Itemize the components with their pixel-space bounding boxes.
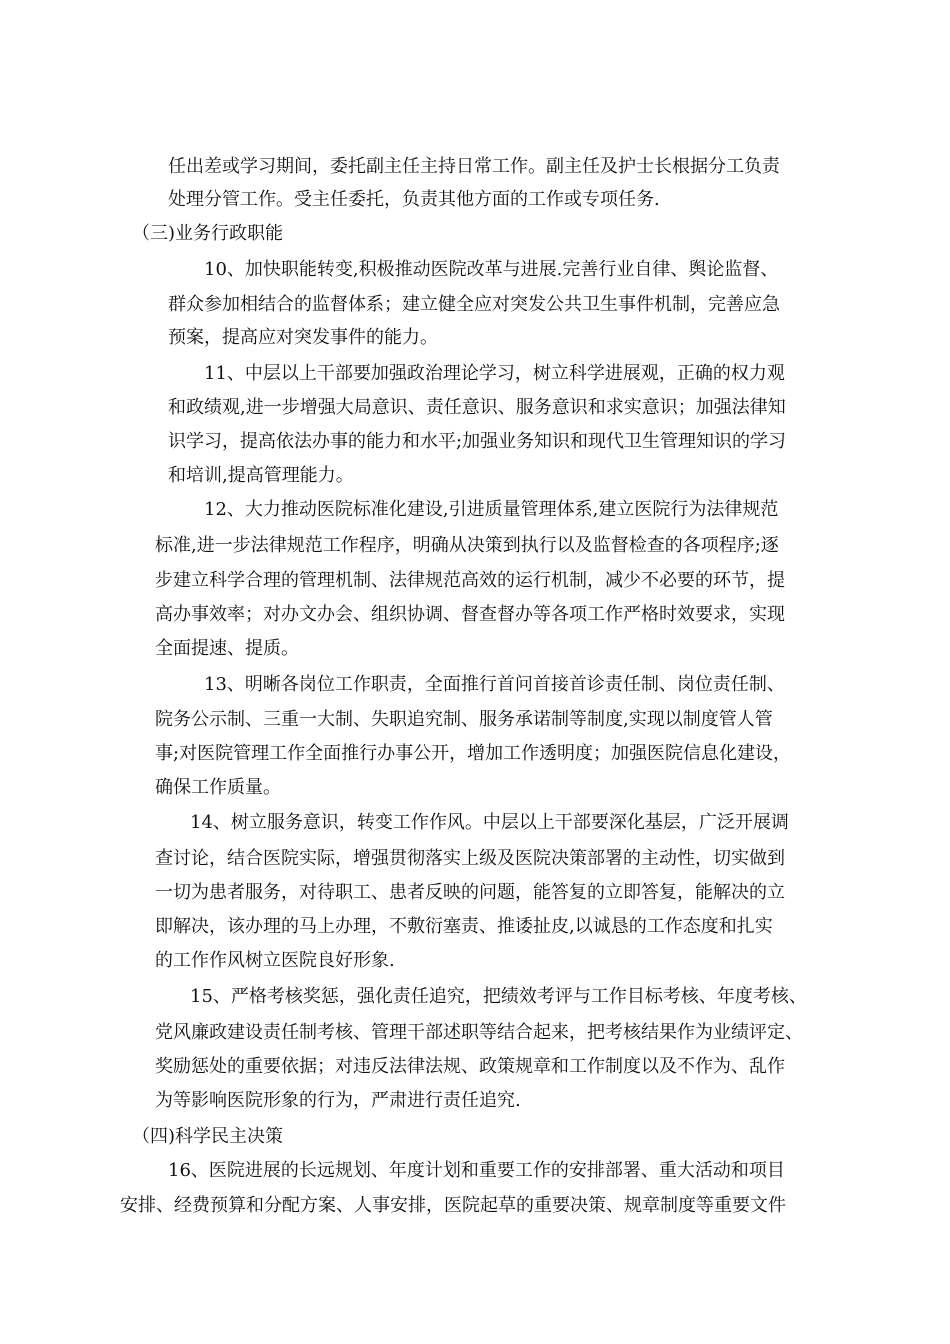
paragraph-line: 标准,进一步法律规范工作程序，明确从决策到执行以及监督检查的各项程序;逐 — [155, 535, 779, 556]
paragraph-line: 11、中层以上干部要加强政治理论学习，树立科学进展观，正确的权力观 — [204, 363, 785, 384]
paragraph-line: 13、明晰各岗位工作职责，全面推行首问首接首诊责任制、岗位责任制、 — [204, 674, 785, 695]
paragraph-line: 和培训,提高管理能力。 — [168, 465, 354, 486]
paragraph-line: 高办事效率；对办文办会、组织协调、督查督办等各项工作严格时效要求，实现 — [155, 604, 785, 625]
paragraph-line: 即解决，该办理的马上办理，不敷衍塞责、推诿扯皮,以诚恳的工作态度和扎实 — [155, 916, 773, 937]
paragraph-line: 步建立科学合理的管理机制、法律规范高效的运行机制，减少不必要的环节，提 — [155, 570, 785, 591]
paragraph-line: 全面提速、提质。 — [155, 638, 299, 659]
section-heading: （三)业务行政职能 — [132, 223, 284, 244]
paragraph-line: 16、医院进展的长远规划、年度计划和重要工作的安排部署、重大活动和项目 — [168, 1160, 785, 1181]
paragraph-line: 奖励惩处的重要依据；对违反法律法规、政策规章和工作制度以及不作为、乱作 — [155, 1056, 785, 1077]
paragraph-line: 事;对医院管理工作全面推行办事公开，增加工作透明度；加强医院信息化建设， — [155, 743, 792, 764]
paragraph-line: 识学习，提高依法办事的能力和水平;加强业务知识和现代卫生管理知识的学习 — [168, 431, 787, 452]
paragraph-line: 预案，提高应对突发事件的能力。 — [168, 327, 438, 348]
paragraph-line: 确保工作质量。 — [155, 777, 281, 798]
paragraph-line: 为等影响医院形象的行为，严肃进行责任追究. — [155, 1090, 521, 1111]
paragraph-line: 的工作作风树立医院良好形象. — [155, 950, 395, 971]
paragraph-line: 和政绩观,进一步增强大局意识、责任意识、服务意识和求实意识；加强法律知 — [168, 397, 786, 418]
paragraph-line: 12、大力推动医院标准化建设,引进质量管理体系,建立医院行为法律规范 — [204, 499, 779, 520]
paragraph-line: 一切为患者服务，对待职工、患者反映的问题，能答复的立即答复，能解决的立 — [155, 882, 785, 903]
paragraph-line: 查讨论，结合医院实际，增强贯彻落实上级及医院决策部署的主动性，切实做到 — [155, 848, 785, 869]
paragraph-line: 10、加快职能转变,积极推动医院改革与进展.完善行业自律、舆论监督、 — [204, 259, 779, 280]
paragraph-line: 群众参加相结合的监督体系；建立健全应对突发公共卫生事件机制，完善应急 — [168, 294, 780, 315]
paragraph-line: 安排、经费预算和分配方案、人事安排，医院起草的重要决策、规章制度等重要文件 — [120, 1195, 786, 1216]
section-heading: （四)科学民主决策 — [132, 1126, 284, 1147]
paragraph-line: 党风廉政建设责任制考核、管理干部述职等结合起来，把考核结果作为业绩评定、 — [155, 1022, 803, 1043]
paragraph-line: 15、严格考核奖惩，强化责任追究，把绩效考评与工作目标考核、年度考核、 — [190, 986, 807, 1007]
paragraph-line: 院务公示制、三重一大制、失职追究制、服务承诺制等制度,实现以制度管人管 — [155, 709, 773, 730]
paragraph-line: 14、树立服务意识，转变工作作风。中层以上干部要深化基层，广泛开展调 — [190, 812, 789, 833]
paragraph-line: 任出差或学习期间，委托副主任主持日常工作。副主任及护士长根据分工负责 — [168, 156, 780, 177]
paragraph-line: 处理分管工作。受主任委托，负责其他方面的工作或专项任务. — [168, 189, 660, 210]
